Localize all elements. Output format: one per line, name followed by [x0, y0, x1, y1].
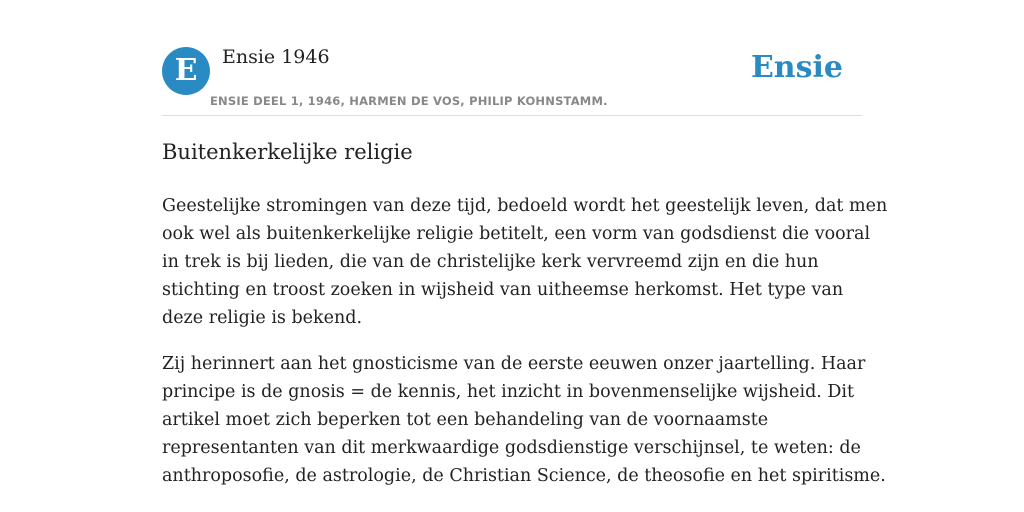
paragraph-1: [162, 192, 888, 332]
paragraph-line: ook wel als buitenkerkelijke religie betitelt, een vorm van godsdienst die vooral: [162, 224, 871, 244]
ensie-logo-icon[interactable]: E: [162, 47, 210, 95]
source-title[interactable]: Ensie 1946: [222, 46, 330, 68]
article-body: [162, 192, 888, 508]
paragraph-2: [162, 350, 886, 490]
paragraph-line: Zij herinnert aan het gnosticisme van de eerste eeuwen onzer jaartelling. Haar: [162, 354, 866, 374]
paragraph-line: in trek is bij lieden, die van de christelijke kerk vervreemd zijn en die hun: [162, 252, 819, 272]
paragraph-line: artikel moet zich beperken tot een behandeling van de voornaamste: [162, 410, 769, 430]
source-meta: ENSIE DEEL 1, 1946, HARMEN DE VOS, PHILIP KOHNSTAMM.: [210, 94, 608, 108]
paragraph-line: Geestelijke stromingen van deze tijd, bedoeld wordt het geestelijk leven, dat men: [162, 196, 888, 216]
paragraph-line: representanten van dit merkwaardige godsdienstige verschijnsel, te weten: de: [162, 438, 861, 458]
source-header: [162, 40, 862, 116]
brand-logo[interactable]: Ensie: [750, 50, 843, 85]
paragraph-line: anthroposofie, de astrologie, de Christian Science, de theosofie en het spiritisme.: [162, 466, 886, 486]
paragraph-line: principe is de gnosis = de kennis, het inzicht in bovenmenselijke wijsheid. Dit: [162, 382, 855, 402]
paragraph-line: deze religie is bekend.: [162, 308, 363, 328]
article-title: Buitenkerkelijke religie: [162, 140, 413, 164]
paragraph-line: stichting en troost zoeken in wijsheid van uitheemse herkomst. Het type van: [162, 280, 844, 300]
